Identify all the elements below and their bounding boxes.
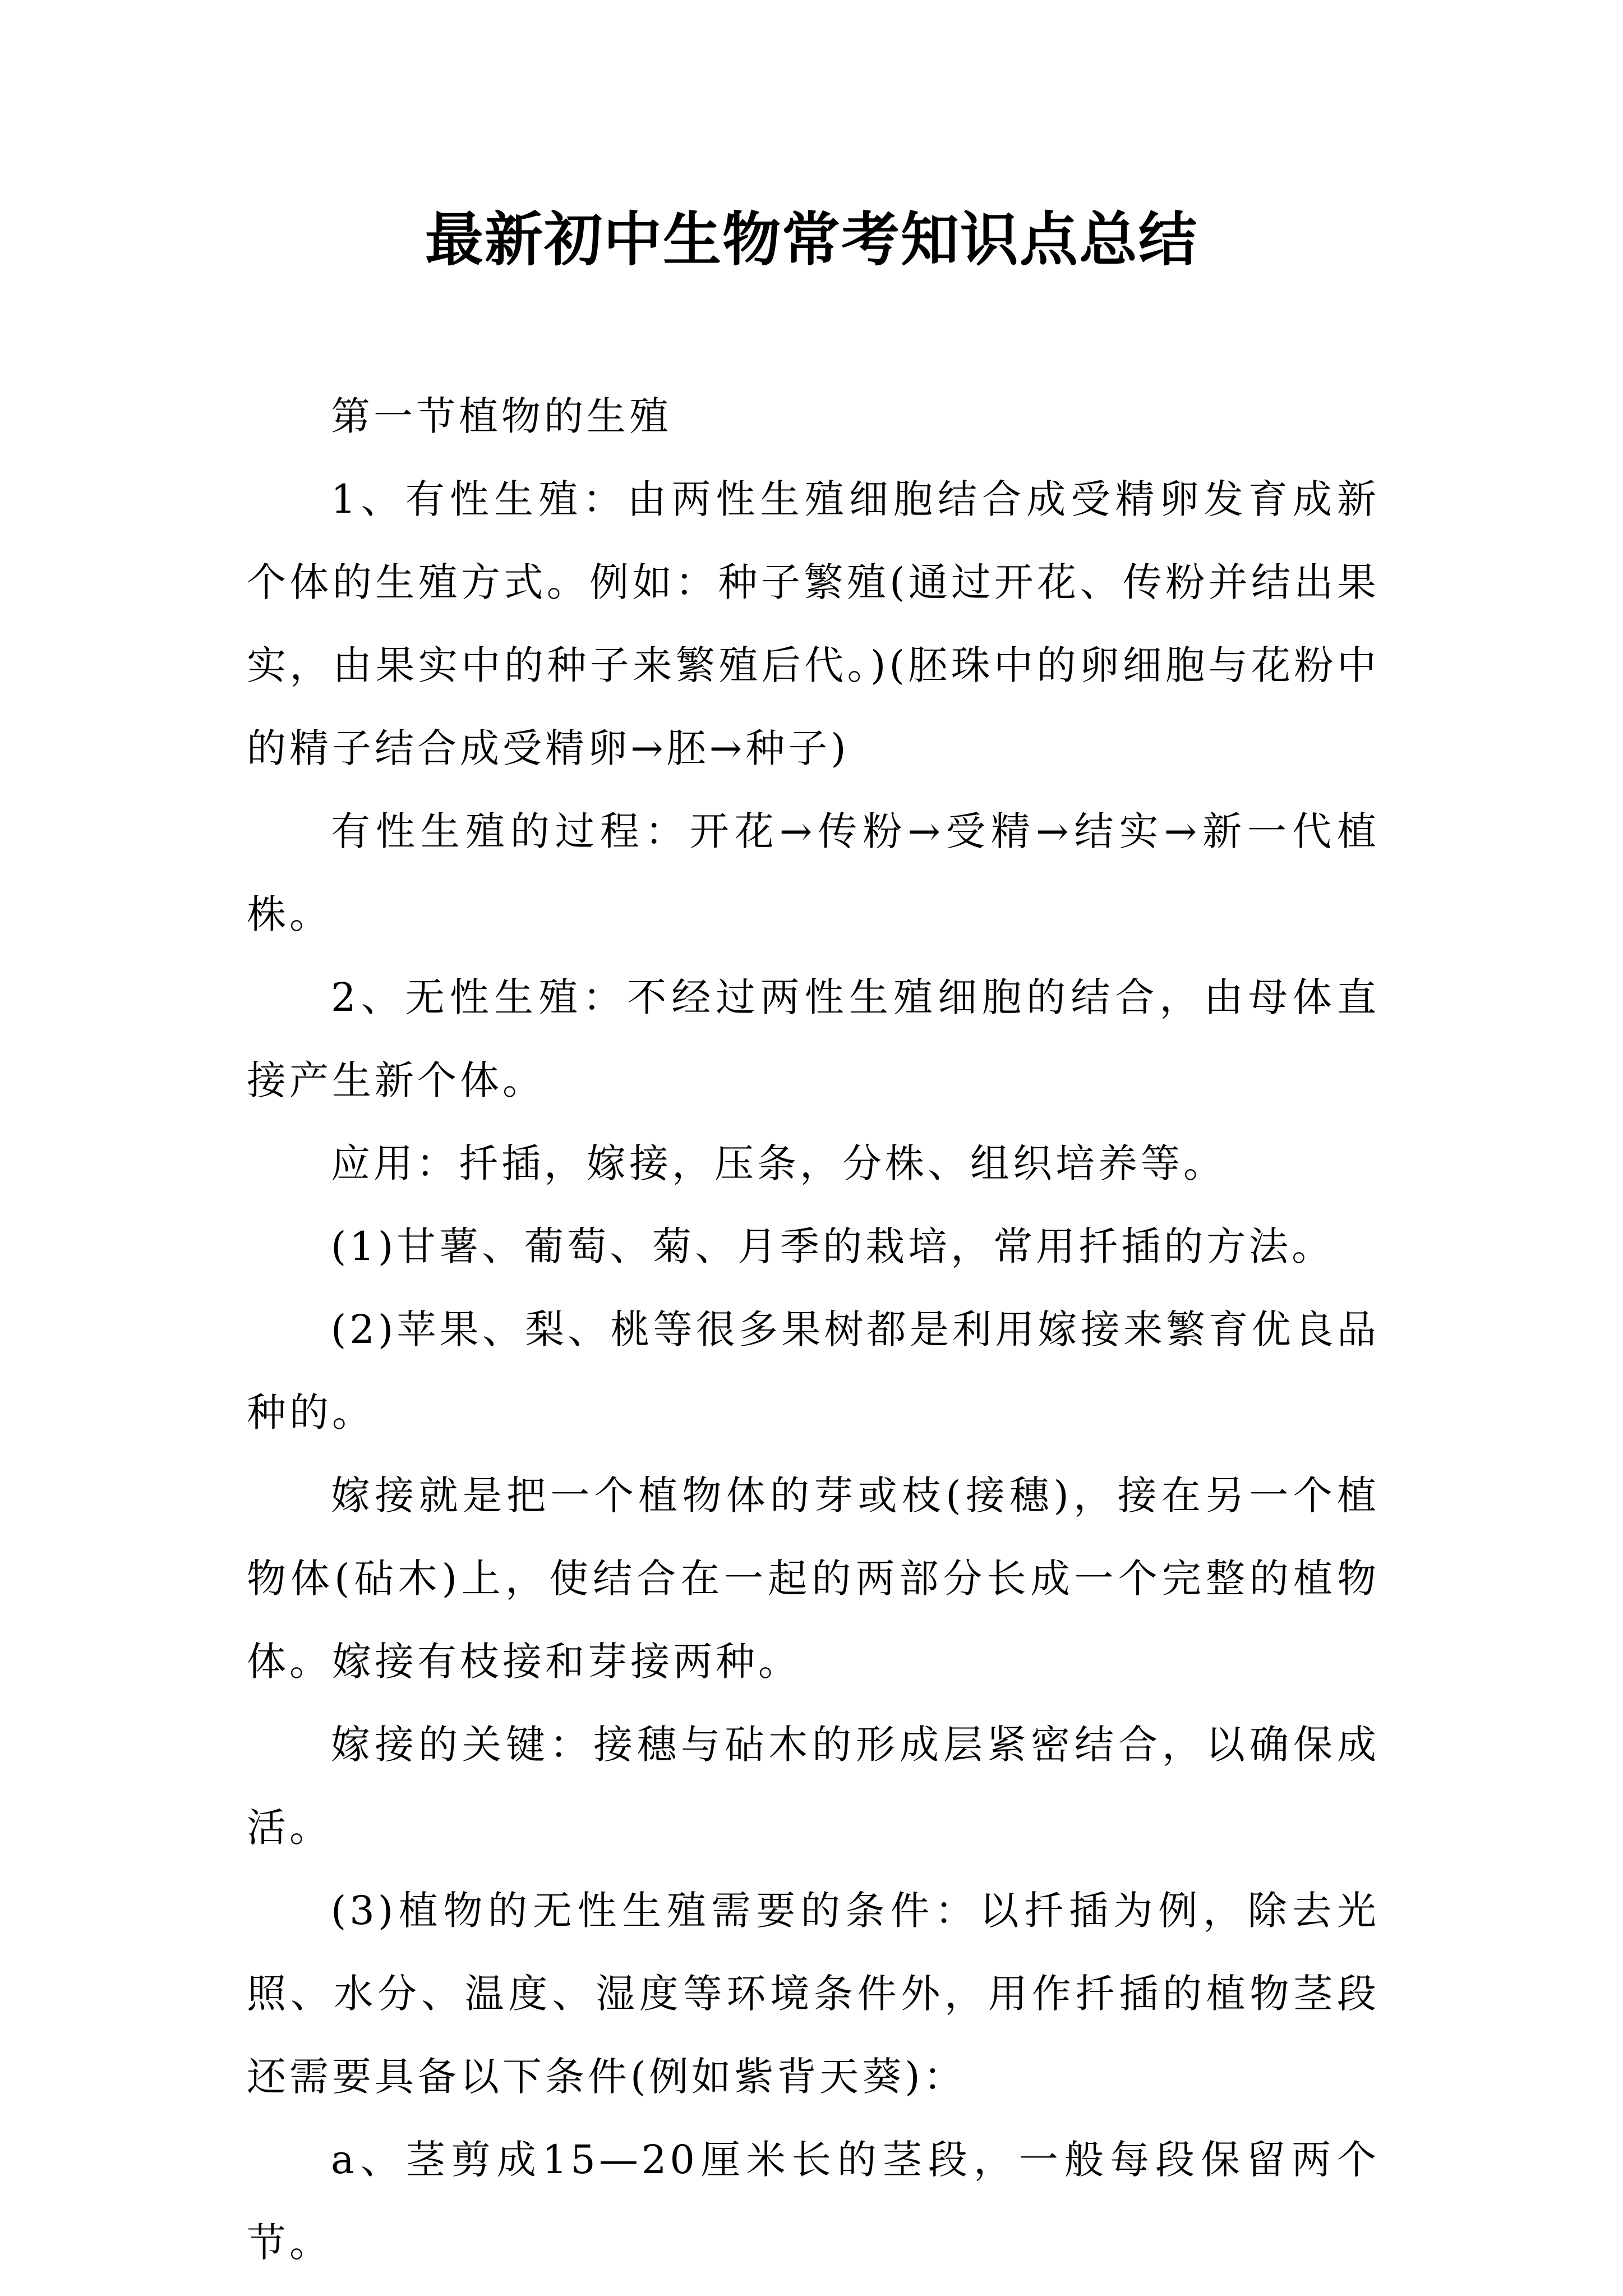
paragraph: 嫁接就是把一个植物体的芽或枝(接穗)，接在另一个植物体(砧木)上，使结合在一起的两部分长成一个完整的植物体。嫁接有枝接和芽接两种。 xyxy=(247,1473,1380,1685)
paragraph: a、茎剪成15—20厘米长的茎段，一般每段保留两个节。 xyxy=(247,2137,1380,2266)
document-body xyxy=(247,375,1380,2284)
paragraph: 嫁接的关键：接穗与砧木的形成层紧密结合，以确保成活。 xyxy=(247,1722,1380,1851)
paragraph: 1、有性生殖：由两性生殖细胞结合成受精卵发育成新个体的生殖方式。例如：种子繁殖(通过开花、传粉并结出果实，由果实中的种子来繁殖后代。)(胚珠中的卵细胞与花粉中的精子结合成受精卵→胚→种子) xyxy=(247,476,1380,771)
paragraph: 应用：扦插，嫁接，压条，分株、组织培养等。 xyxy=(331,1140,1226,1186)
page-title: 最新初中生物常考知识点总结 xyxy=(425,205,1198,274)
section-heading: 第一节植物的生殖 xyxy=(331,393,672,439)
paragraph: (1)甘薯、葡萄、菊、月季的栽培，常用扦插的方法。 xyxy=(331,1223,1335,1269)
paragraph: (2)苹果、梨、桃等很多果树都是利用嫁接来繁育优良品种的。 xyxy=(247,1306,1380,1435)
paragraph: (3)植物的无性生殖需要的条件：以扦插为例，除去光照、水分、温度、湿度等环境条件外，用作扦插的植物茎段还需要具备以下条件(例如紫背天葵)： xyxy=(247,1888,1380,2100)
paragraph: 2、无性生殖：不经过两性生殖细胞的结合，由母体直接产生新个体。 xyxy=(247,974,1380,1103)
paragraph: 有性生殖的过程：开花→传粉→受精→结实→新一代植株。 xyxy=(247,808,1380,937)
